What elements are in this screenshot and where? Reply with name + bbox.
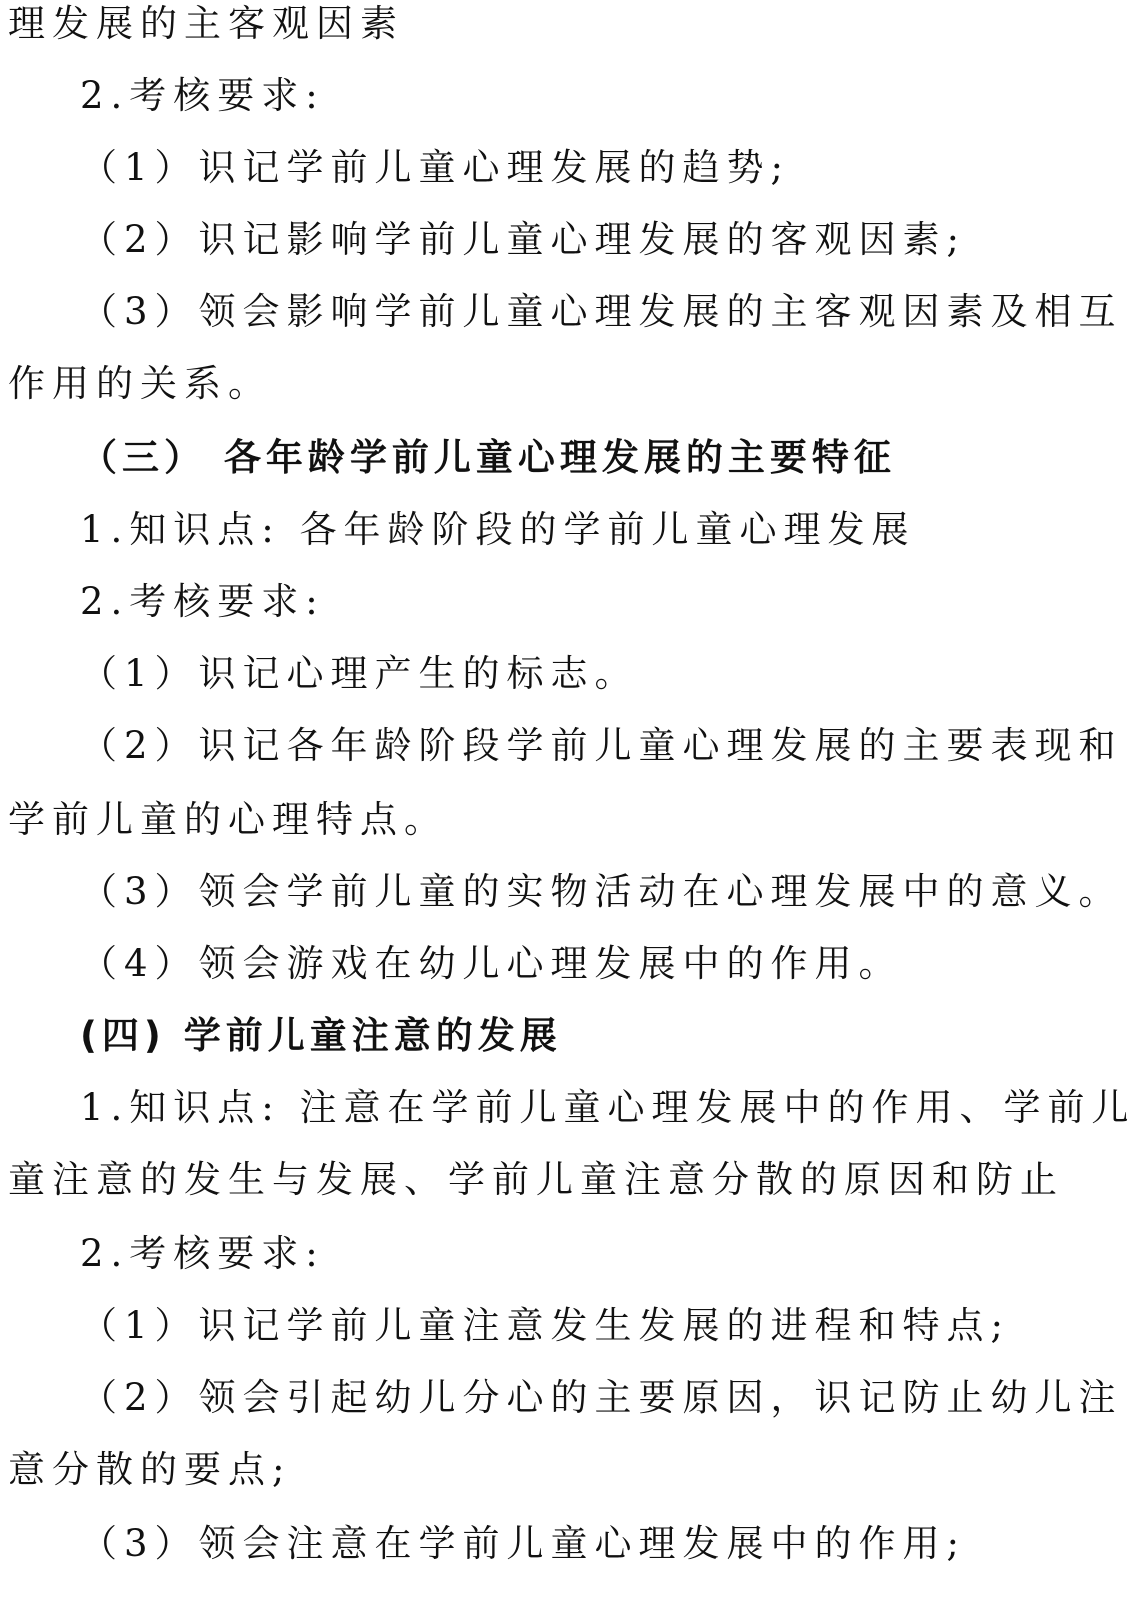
- text-line: 2.考核要求:: [80, 74, 325, 117]
- section-heading: (四) 学前儿童注意的发展: [80, 1014, 562, 1057]
- text-line: 理发展的主客观因素: [8, 2, 404, 45]
- text-line: （3）领会影响学前儿童心理发展的主客观因素及相互: [80, 290, 1123, 333]
- text-line: （3）领会学前儿童的实物活动在心理发展中的意义。: [80, 870, 1123, 913]
- text-line: 意分散的要点;: [8, 1448, 292, 1491]
- text-line: （4）领会游戏在幼儿心理发展中的作用。: [80, 942, 903, 985]
- text-line: （1）识记学前儿童注意发生发展的进程和特点;: [80, 1304, 1011, 1347]
- text-line: 学前儿童的心理特点。: [8, 798, 448, 841]
- text-line: 作用的关系。: [8, 362, 272, 405]
- text-line: （1）识记学前儿童心理发展的趋势;: [80, 146, 791, 189]
- text-line: 2.考核要求:: [80, 580, 325, 623]
- text-line: （1）识记心理产生的标志。: [80, 652, 639, 695]
- text-line: （2）领会引起幼儿分心的主要原因，识记防止幼儿注: [80, 1376, 1123, 1419]
- text-line: （2）识记各年龄阶段学前儿童心理发展的主要表现和: [80, 724, 1123, 767]
- text-line: 童注意的发生与发展、学前儿童注意分散的原因和防止: [8, 1158, 1064, 1201]
- text-line: 1.知识点: 注意在学前儿童心理发展中的作用、学前儿: [80, 1086, 1136, 1129]
- text-line: （2）识记影响学前儿童心理发展的客观因素;: [80, 218, 967, 261]
- section-heading: （三） 各年龄学前儿童心理发展的主要特征: [80, 436, 896, 479]
- text-line: （3）领会注意在学前儿童心理发展中的作用;: [80, 1522, 967, 1565]
- text-line: 1.知识点: 各年龄阶段的学前儿童心理发展: [80, 508, 916, 551]
- text-line: 2.考核要求:: [80, 1232, 325, 1275]
